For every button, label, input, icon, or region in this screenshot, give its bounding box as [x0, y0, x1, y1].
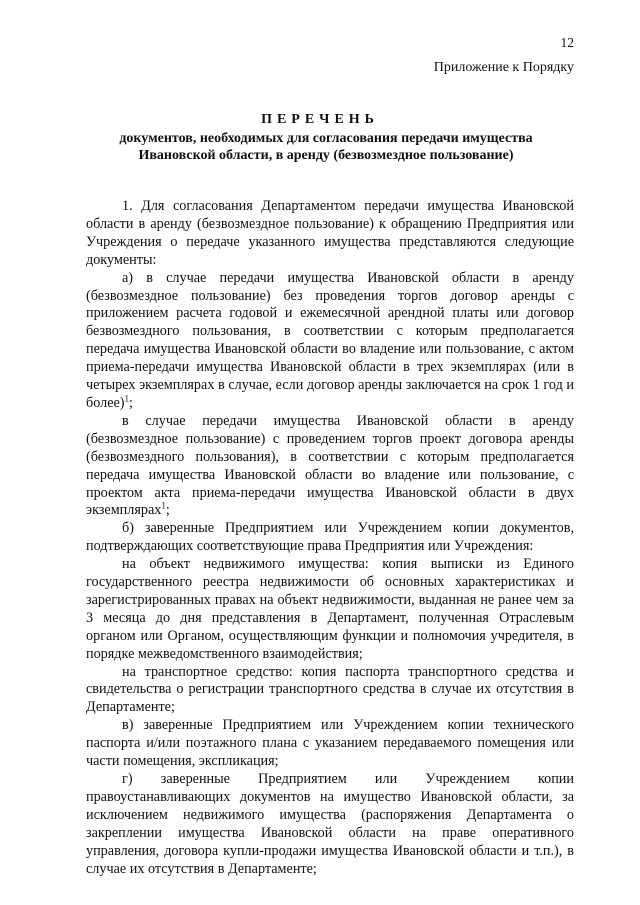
- document-subtitle: документов, необходимых для согласования передачи имущества Ивановской области, в аренду (безвозмездное пользование): [119, 131, 533, 163]
- footnote-mark: 1: [161, 500, 166, 511]
- paragraph: на транспортное средство: копия паспорта транспортного средства и свидетельства о регистрации транспортного средства в случае их отсутствия в Департаменте;: [86, 663, 574, 716]
- paragraph: 1. Для согласования Департаментом передачи имущества Ивановской области в аренду (безвозмездное пользование) к обращению Предприятия или Учреждения о передаче указанного имущества представляются следующие документы:: [86, 198, 574, 268]
- paragraph: в) заверенные Предприятием или Учреждением копии технического паспорта и/или поэтажного плана с указанием передаваемого помещения или части помещения, экспликация;: [86, 717, 574, 770]
- page-number: 12: [560, 35, 574, 50]
- paragraph: а) в случае передачи имущества Ивановской области в аренду (безвозмездное пользование) без проведения торгов договор аренды с приложением расчета годовой и ежемесячной арендной платы или договор безвозмездного пользования, в соответствии с которым предполагается передача имущества Ивановской области во владение или пользование, с актом приема-передачи имущества Ивановской области в трех экземплярах (или в четырех экземплярах в случае, если договор аренды заключается на срок 1 год и более)$^1$;: [86, 269, 574, 411]
- paragraph: в случае передачи имущества Ивановской области в аренду (безвозмездное пользование) с проведением торгов проект договора аренды (безвозмездного пользования), в соответствии с которым предполагается передача имущества Ивановской области во владение или пользование, с проектом акта приема-передачи имущества Ивановской области в двух экземплярах$^1$;: [86, 412, 574, 519]
- paragraph: б) заверенные Предприятием или Учреждением копии документов, подтверждающих соответствующие права Предприятия или Учреждения:: [86, 520, 574, 555]
- paragraph: г) заверенные Предприятием или Учреждением копии правоустанавливающих документов на имущество Ивановской области, за исключением недвижимого имущества (распоряжения Департамента о закреплении имущества Ивановской области на праве оперативного управления, договора купли-продажи имущества Ивановской области и т.п.), в случае их отсутствия в Департаменте;: [86, 771, 574, 877]
- paragraph: на объект недвижимого имущества: копия выписки из Единого государственного реестра недвижимости об основных характеристиках и зарегистрированных правах на объект недвижимости, выданная не ранее чем за 3 месяца до дня представления в Департамент, полученная Отраслевым органом или Органом, осуществляющим функции и полномочия учредителя, в порядке межведомственного взаимодействия;: [86, 556, 574, 662]
- appendix-label: Приложение к Порядку: [433, 60, 574, 75]
- document-title: ПЕРЕЧЕНЬ: [261, 112, 379, 127]
- footnote-mark: 1: [124, 393, 130, 404]
- document-body: [86, 198, 574, 878]
